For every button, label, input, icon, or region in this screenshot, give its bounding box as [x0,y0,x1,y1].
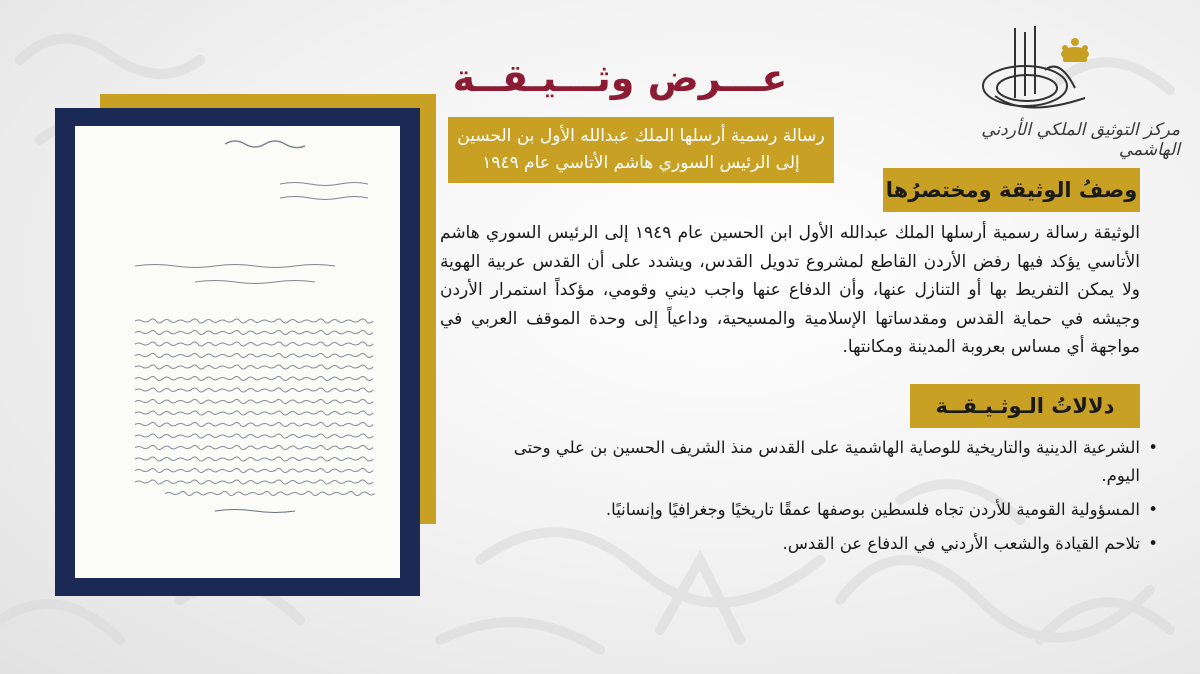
handwriting-line [135,411,373,415]
handwriting-line [135,457,373,461]
handwriting-line [135,354,373,358]
list-item: • تلاحم القيادة والشعب الأردني في الدفاع عن القدس. [470,530,1140,558]
handwriting-line [135,377,373,381]
org-name-text: مركز التوثيق الملكي الأردني الهاشمي [981,120,1180,160]
handwriting-line [165,492,375,496]
handwriting-line [135,319,373,323]
handwriting-line [135,446,373,450]
crown-icon [1061,38,1089,62]
list-item: • المسؤولية القومية للأردن تجاه فلسطين بوصفها عمقًا تاريخيًا وجغرافيًا وإنسانيًا. [470,496,1140,524]
handwriting-line [135,434,373,438]
description-heading: وصفُ الوثيقة ومختصرُها [883,168,1140,212]
handwriting-line [135,423,373,427]
handwriting-line [135,342,373,346]
list-item: • الشرعية الدينية والتاريخية للوصاية الهاشمية على القدس منذ الشريف الحسين بن علي وحتى اليوم. [470,434,1140,490]
document-subtitle-box [448,117,834,183]
handwriting-line [135,480,373,484]
significance-list [470,434,1158,564]
subtitle-line-2: إلى الرئيس السوري هاشم الأتاسي عام ١٩٤٩ [482,153,800,173]
handwriting-line [135,469,373,473]
handwriting-line [135,388,373,392]
handwriting-line [135,331,373,335]
description-text: الوثيقة رسالة رسمية أرسلها الملك عبدالله الأول ابن الحسين عام ١٩٤٩ إلى الرئيس السوري هاشم الأتاسي يؤكد فيها رفض الأردن القاطع لمشروع تدويل القدس، ويشدد على أن القدس عربية الهوية ولا يمكن التفريط بها أو التنازل عنها، وأن الدفاع عنها واجب ديني وقومي، مؤكداً استمرار الأردن وجيشه في حماية القدس ومقدساتها الإسلامية والمسيحية، وداعياً إلى وحدة الموقف العربي في مواجهة أي مساس بعروبة المدينة ومكانتها. [440,223,1141,357]
significance-heading: دلالاتُ الـوثـيـقــة [910,384,1140,428]
handwriting-line [135,365,373,369]
document-scan-image [75,126,400,578]
subtitle-line-1: رسالة رسمية أرسلها الملك عبدالله الأول بن الحسين [457,126,825,146]
page-title: عـــرض وثـــيـقــة [452,56,788,100]
handwriting-line [135,400,373,404]
